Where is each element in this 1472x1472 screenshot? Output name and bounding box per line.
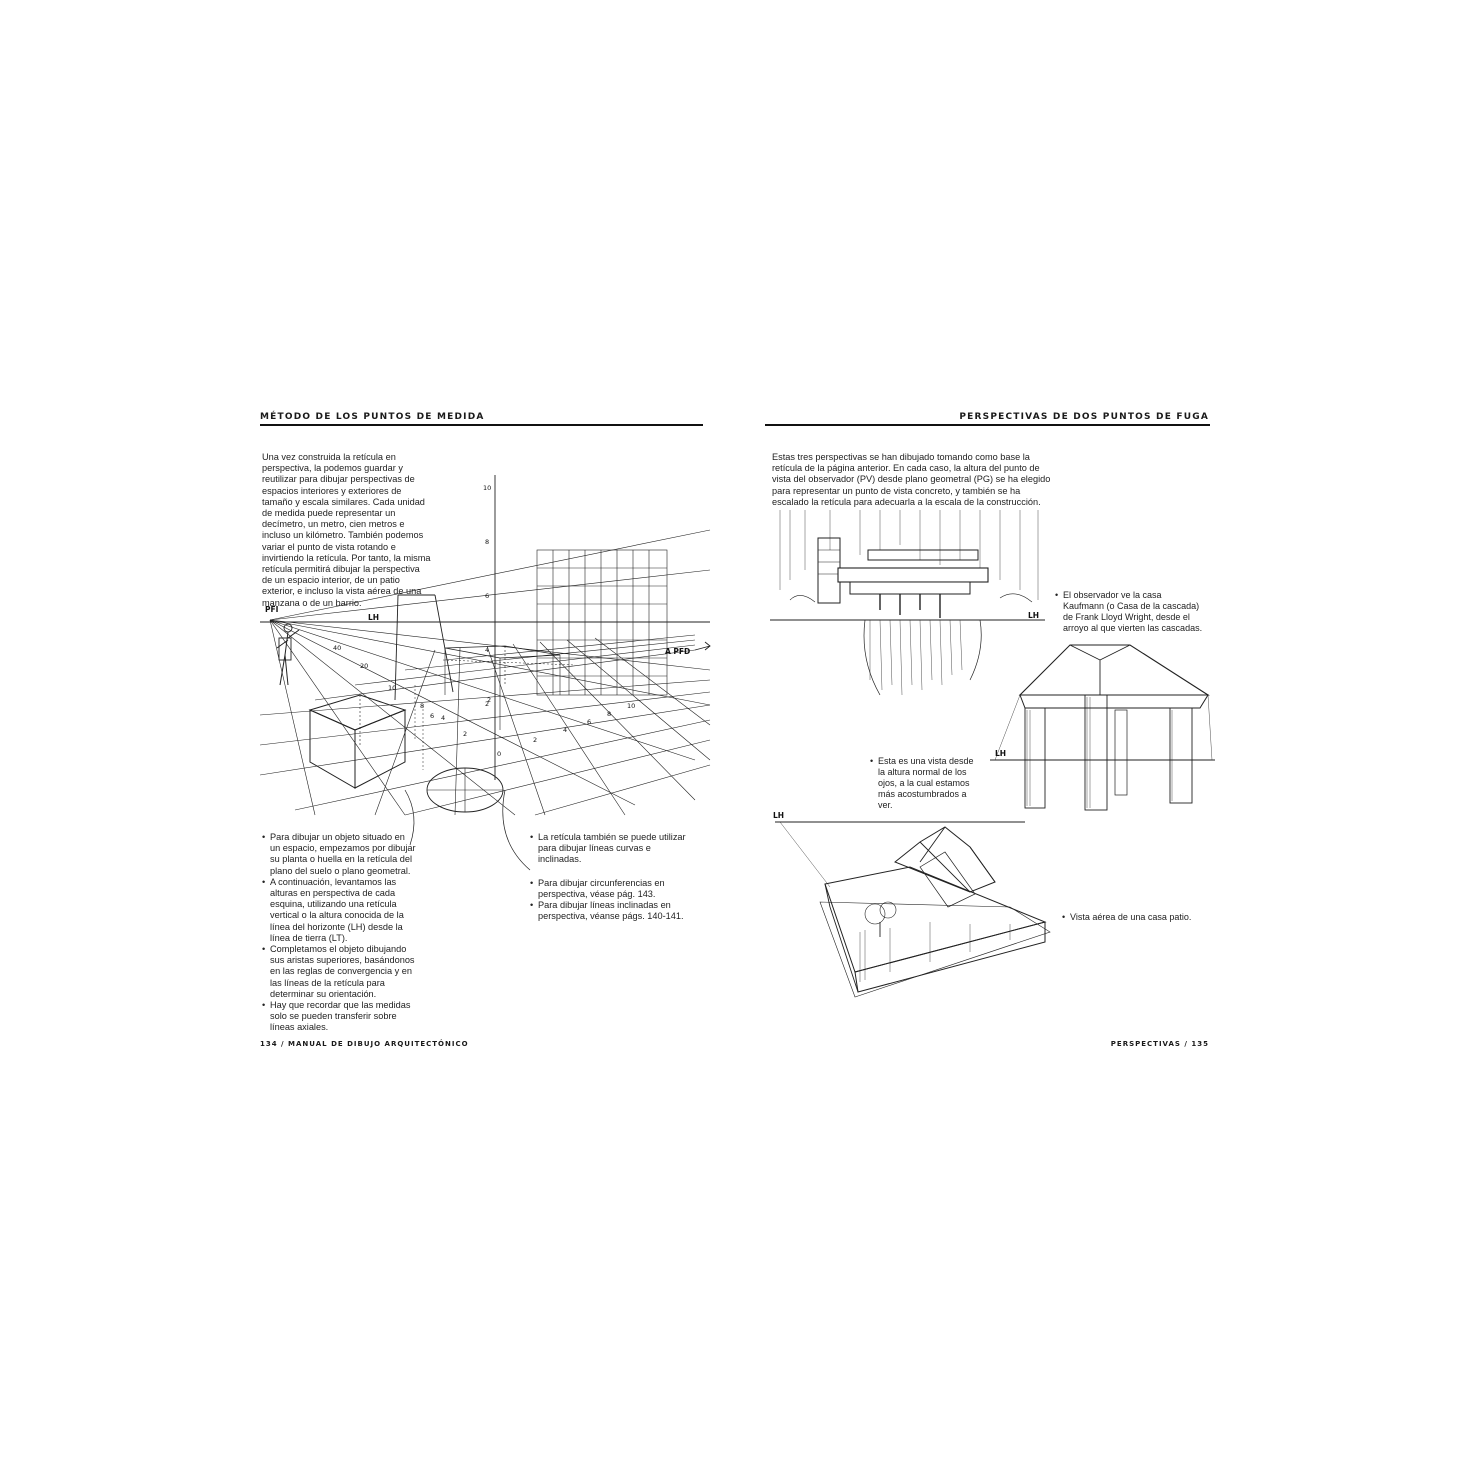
right-header-rule — [765, 424, 1210, 426]
depth-tick-4: 4 — [441, 714, 446, 722]
depth-tick-r2b: 2 — [533, 736, 538, 744]
caption-eye-level — [870, 756, 980, 811]
caption-kaufmann — [1055, 590, 1205, 634]
v-tick-2: 2 — [485, 700, 490, 708]
bullet-item: • Para dibujar un objeto situado en un espacio, empezamos por dibujar su planta o huella en la retícula del plano del suelo o plano geometral. — [262, 832, 417, 877]
caption-aerial — [1062, 912, 1212, 923]
depth-tick-8: 8 — [420, 702, 425, 710]
depth-tick-10: 10 — [388, 684, 397, 692]
apfd-label: A PFD — [665, 647, 691, 656]
lh-label-pavilion: LH — [995, 749, 1007, 758]
depth-tick-r8: 8 — [607, 710, 612, 718]
lh-label-kaufmann: LH — [1028, 611, 1040, 620]
bullet-item: • Completamos el objeto dibujando sus aristas superiores, basándonos en las reglas de convergencia y en las líneas de la retícula para determinar su orientación. — [262, 944, 417, 1000]
bullet-item: • Para dibujar circunferencias en perspectiva, véase pág. 143. — [530, 878, 688, 900]
aerial-courtyard-sketch — [770, 812, 1060, 1002]
depth-tick-r10: 10 — [627, 702, 636, 710]
bullet-item: • Hay que recordar que las medidas solo se pueden transferir sobre líneas axiales. — [262, 1000, 417, 1034]
v-tick-10: 10 — [483, 484, 492, 492]
lh-label-aerial: LH — [773, 811, 785, 820]
depth-tick-r2a: 2 — [487, 696, 492, 704]
v-tick-8: 8 — [485, 538, 490, 546]
v-tick-6: 6 — [485, 592, 490, 600]
right-intro-text: Estas tres perspectivas se han dibujado tomando como base la retícula de la página anterior. En cada caso, la altura del punto de vista del observador (PV) desde plano geometral (PG) se ha elegido para representar un punto de vista concreto, y también se ha escalado la retícula para adecuarla a la escala de la construcción. — [772, 452, 1051, 507]
depth-tick-r4: 4 — [563, 726, 568, 734]
left-page-header: MÉTODO DE LOS PUNTOS DE MEDIDA — [260, 412, 485, 422]
lh-label-left: LH — [368, 613, 380, 622]
depth-tick-6: 6 — [430, 712, 435, 720]
bullet-item: • La retícula también se puede utilizar para dibujar líneas curvas e inclinadas. — [530, 832, 688, 866]
left-page-footer: 134 / MANUAL DE DIBUJO ARQUITECTÓNICO — [260, 1040, 469, 1048]
bullet-item: • A continuación, levantamos las alturas en perspectiva de cada esquina, utilizando una retícula vertical o la altura conocida de la línea del horizonte (LH) desde la línea de tierra (LT). — [262, 877, 417, 944]
pavilion-sketch — [990, 640, 1215, 815]
right-page-header: PERSPECTIVAS DE DOS PUNTOS DE FUGA — [959, 412, 1209, 422]
bullet-item: • Para dibujar líneas inclinadas en perspectiva, véanse págs. 140-141. — [530, 900, 688, 922]
perspective-grid-diagram — [255, 470, 715, 815]
caption-eye-level-text: • Esta es una vista desde la altura normal de los ojos, a la cual estamos más acostumbrados a ver. — [870, 756, 980, 811]
left-header-rule — [260, 424, 703, 426]
v-tick-0: 0 — [497, 750, 502, 758]
left-bullets-col1 — [262, 832, 417, 1034]
pfi-label: PFI — [265, 605, 279, 614]
depth-tick-2: 2 — [463, 730, 468, 738]
depth-tick-20: 20 — [360, 662, 369, 670]
right-page-footer: PERSPECTIVAS / 135 — [1110, 1040, 1209, 1048]
left-bullets-col2 — [530, 832, 688, 922]
left-intro-text: Una vez construida la retícula en perspectiva, la podemos guardar y reutilizar para dibujar perspectivas de espacios interiores y exteriores de tamaño y escala similares. Cada unidad de medida puede representar un decímetro, un metro, cien metros e incluso un kilómetro. También podemos variar el punto de vista rotando e invirtiendo la retícula. Por tanto, la misma retícula permitirá dibujar la perspectiva de un espacio interior, de un patio exterior, e incluso la vista aérea de una manzana o de un barrio. — [262, 452, 431, 608]
caption-kaufmann-text: • El observador ve la casa Kaufmann (o Casa de la cascada) de Frank Lloyd Wright, desde el arroyo al que vierten las cascadas. — [1055, 590, 1205, 634]
v-tick-4: 4 — [485, 646, 490, 654]
depth-tick-40: 40 — [333, 644, 342, 652]
depth-tick-r6: 6 — [587, 718, 592, 726]
caption-aerial-text: • Vista aérea de una casa patio. — [1062, 912, 1212, 923]
